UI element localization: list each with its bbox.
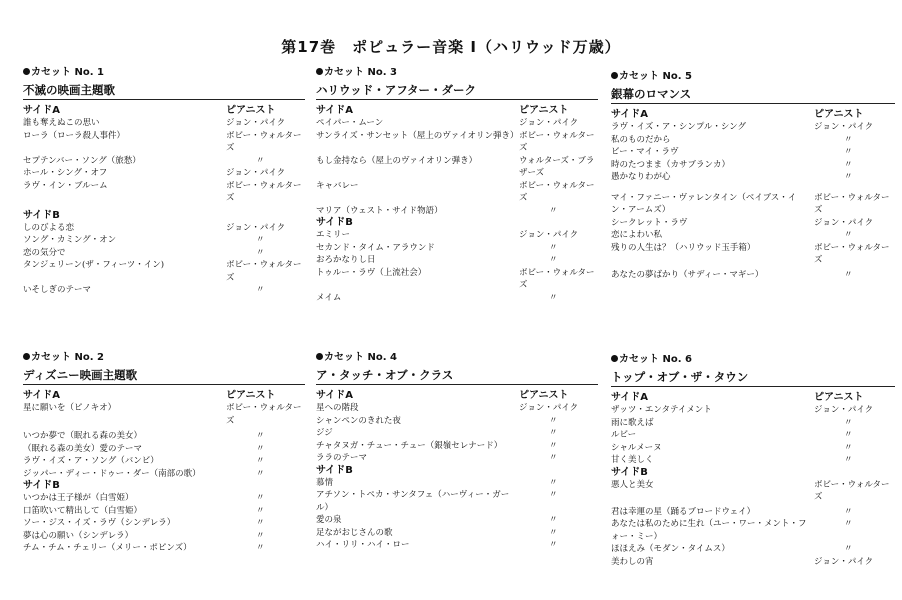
track-row: 私のものだから 〃 xyxy=(611,134,853,145)
side-a-header: サイドA ピアニスト xyxy=(316,390,569,401)
track-row: 愛の泉 〃 xyxy=(316,515,558,525)
track-row: ローラ（ローラ殺人事件） ボビー・ウォルターズ xyxy=(23,130,302,153)
track-row: ソー・ジス・イズ・ラヴ（シンデレラ） 〃 xyxy=(23,518,265,528)
cassette-title: ディズニー映画主題歌 xyxy=(23,368,305,385)
track-row: ザッツ・エンタテイメント ジョン・パイク xyxy=(611,405,874,415)
cassette-3 xyxy=(316,67,598,304)
track-row: あなたは私のために生れ（ユー・ワー・メント・フォー・ミー） 〃 xyxy=(611,519,853,542)
track-row: ラヴ・イズ・ア・ソング（バンビ） 〃 xyxy=(23,456,265,466)
track-row: 時のたつまま（カサブランカ） 〃 xyxy=(611,159,853,170)
track-row: いつか夢で（眠れる森の美女） 〃 xyxy=(23,431,265,441)
track-row: もし金持なら（屋上のヴァイオリン弾き） ウォルターズ・ブラザーズ xyxy=(316,155,595,178)
bullet-icon xyxy=(611,72,618,79)
cassette-6 xyxy=(611,354,895,568)
cassette-title: 銀幕のロマンス xyxy=(611,87,895,104)
track-row: いそしぎのテーマ 〃 xyxy=(23,285,265,295)
cassette-title: ア・タッチ・オブ・クラス xyxy=(316,368,598,385)
track-row: トゥルー・ラヴ（上流社会） ボビー・ウォルターズ xyxy=(316,267,595,290)
cassette-5 xyxy=(611,71,895,281)
track-row: （眠れる森の美女）愛のテーマ 〃 xyxy=(23,443,265,454)
bullet-icon xyxy=(611,355,618,362)
track-row: ジッパー・ディー・ドゥー・ダー（南部の歌） 〃 xyxy=(23,468,265,479)
track-row: ほほえみ（モダン・タイムス） 〃 xyxy=(611,544,853,554)
track-row: サンライズ・サンセット（屋上のヴァイオリン弾き） ボビー・ウォルターズ xyxy=(316,130,595,153)
side-a-header: サイドA ピアニスト xyxy=(611,392,864,403)
cassette-title: ハリウッド・アフター・ダーク xyxy=(316,83,598,100)
track-row: 星に願いを（ピノキオ） ボビー・ウォルターズ xyxy=(23,403,302,426)
track-row: おろかなりし日 〃 xyxy=(316,255,558,265)
track-row: 愚かなりわが心 〃 xyxy=(611,172,853,182)
track-row: アチソン・トペカ・サンタフェ（ハーヴィー・ガール） 〃 xyxy=(316,490,558,513)
side-a-header: サイドA ピアニスト xyxy=(316,105,569,116)
bullet-icon xyxy=(316,68,323,75)
track-row: シャンペンのきれた夜 〃 xyxy=(316,415,558,426)
track-row: 悪人と美女 ボビー・ウォルターズ xyxy=(611,479,890,502)
track-row: 星への階段 ジョン・パイク xyxy=(316,403,579,413)
side-b-header: サイドB xyxy=(23,480,60,491)
cassette-label: カセット No. 1 xyxy=(23,67,305,79)
track-row: 残りの人生は？（ハリウッド玉手箱） ボビー・ウォルターズ xyxy=(611,242,890,265)
cassette-4 xyxy=(316,352,598,552)
cassette-1 xyxy=(23,67,305,297)
track-row: ルビー 〃 xyxy=(611,430,853,440)
track-row: 雨に歌えば 〃 xyxy=(611,417,853,428)
track-row: 慕情 〃 xyxy=(316,477,558,488)
track-row: タンジェリーン(ザ・フィーツ・イン) ボビー・ウォルターズ xyxy=(23,260,302,283)
track-row: ララのテーマ 〃 xyxy=(316,453,558,463)
track-row: 誰も奪えぬこの思い ジョン・パイク xyxy=(23,118,286,128)
cassette-label: カセット No. 5 xyxy=(611,71,895,83)
track-row: キャバレー ボビー・ウォルターズ xyxy=(316,180,595,203)
page-title: 第17巻 ポピュラー音楽 Ⅰ（ハリウッド万歳） xyxy=(281,38,621,56)
track-row: ソング・カミング・オン 〃 xyxy=(23,235,265,245)
track-row: シャルメーヌ 〃 xyxy=(611,442,853,453)
cassette-label: カセット No. 2 xyxy=(23,352,305,364)
track-row: チャタヌガ・チュー・チュー（銀嶺セレナード） 〃 xyxy=(316,440,558,451)
cassette-label: カセット No. 3 xyxy=(316,67,598,79)
side-b-header: サイドB xyxy=(611,466,648,478)
side-a-header: サイドA ピアニスト xyxy=(611,109,864,120)
track-row: しのびよる恋 ジョン・パイク xyxy=(23,222,286,233)
track-row: マイ・ファニー・ヴァレンタイン（ベイブス・イン・アームズ） ボビー・ウォルターズ xyxy=(611,192,890,215)
cassette-2 xyxy=(23,352,305,555)
track-row: ラヴ・イン・ブルーム ボビー・ウォルターズ xyxy=(23,180,302,203)
track-row: ラヴ・イズ・ア・シンプル・シング ジョン・パイク xyxy=(611,122,874,132)
track-row: セカンド・タイム・アラウンド 〃 xyxy=(316,242,558,253)
track-row: 口笛吹いて精出して（白雪姫） 〃 xyxy=(23,505,265,516)
track-row: ジジ 〃 xyxy=(316,428,558,438)
track-row: マリア（ウェスト・サイド物語） 〃 xyxy=(316,205,558,216)
cassette-title: 不滅の映画主題歌 xyxy=(23,83,305,100)
track-row: ホール・シング・オフ ジョン・パイク xyxy=(23,168,286,178)
bullet-icon xyxy=(316,353,323,360)
track-row: 夢は心の願い（シンデレラ） 〃 xyxy=(23,530,265,541)
bullet-icon xyxy=(23,68,30,75)
track-row: 美わしの宵 ジョン・パイク xyxy=(611,556,874,567)
track-row: 恋の気分で 〃 xyxy=(23,247,265,258)
cassette-title: トップ・オブ・ザ・タウン xyxy=(611,370,895,387)
track-row: ビー・マイ・ラヴ 〃 xyxy=(611,147,853,157)
track-row: 甘く美しく 〃 xyxy=(611,455,853,465)
track-row: 恋によわい私 〃 xyxy=(611,230,853,240)
track-row: メイム 〃 xyxy=(316,292,558,303)
bullet-icon xyxy=(23,353,30,360)
track-row: 足ながおじさんの歌 〃 xyxy=(316,527,558,538)
track-row: ハイ・リリ・ハイ・ロー 〃 xyxy=(316,540,558,550)
cassette-label: カセット No. 6 xyxy=(611,354,895,366)
side-a-header: サイドA ピアニスト xyxy=(23,105,276,116)
track-row: ペイパー・ムーン ジョン・パイク xyxy=(316,118,579,128)
track-row: いつかは王子様が（白雪姫） 〃 xyxy=(23,493,265,503)
track-row: シークレット・ラヴ ジョン・パイク xyxy=(611,217,874,228)
track-row: チム・チム・チェリー（メリー・ポピンズ） 〃 xyxy=(23,543,265,553)
side-b-header: サイドB xyxy=(23,209,60,221)
side-b-header: サイドB xyxy=(316,464,353,476)
track-row: エミリー ジョン・パイク xyxy=(316,230,579,240)
track-row: セプテンバー・ソング（旅愁） 〃 xyxy=(23,155,265,166)
side-a-header: サイドA ピアニスト xyxy=(23,390,276,401)
side-b-header: サイドB xyxy=(316,217,353,228)
track-row: 君は幸運の星（踊るブロードウェイ） 〃 xyxy=(611,506,853,517)
track-row: あなたの夢ばかり（サディー・マギー） 〃 xyxy=(611,269,853,280)
cassette-label: カセット No. 4 xyxy=(316,352,598,364)
